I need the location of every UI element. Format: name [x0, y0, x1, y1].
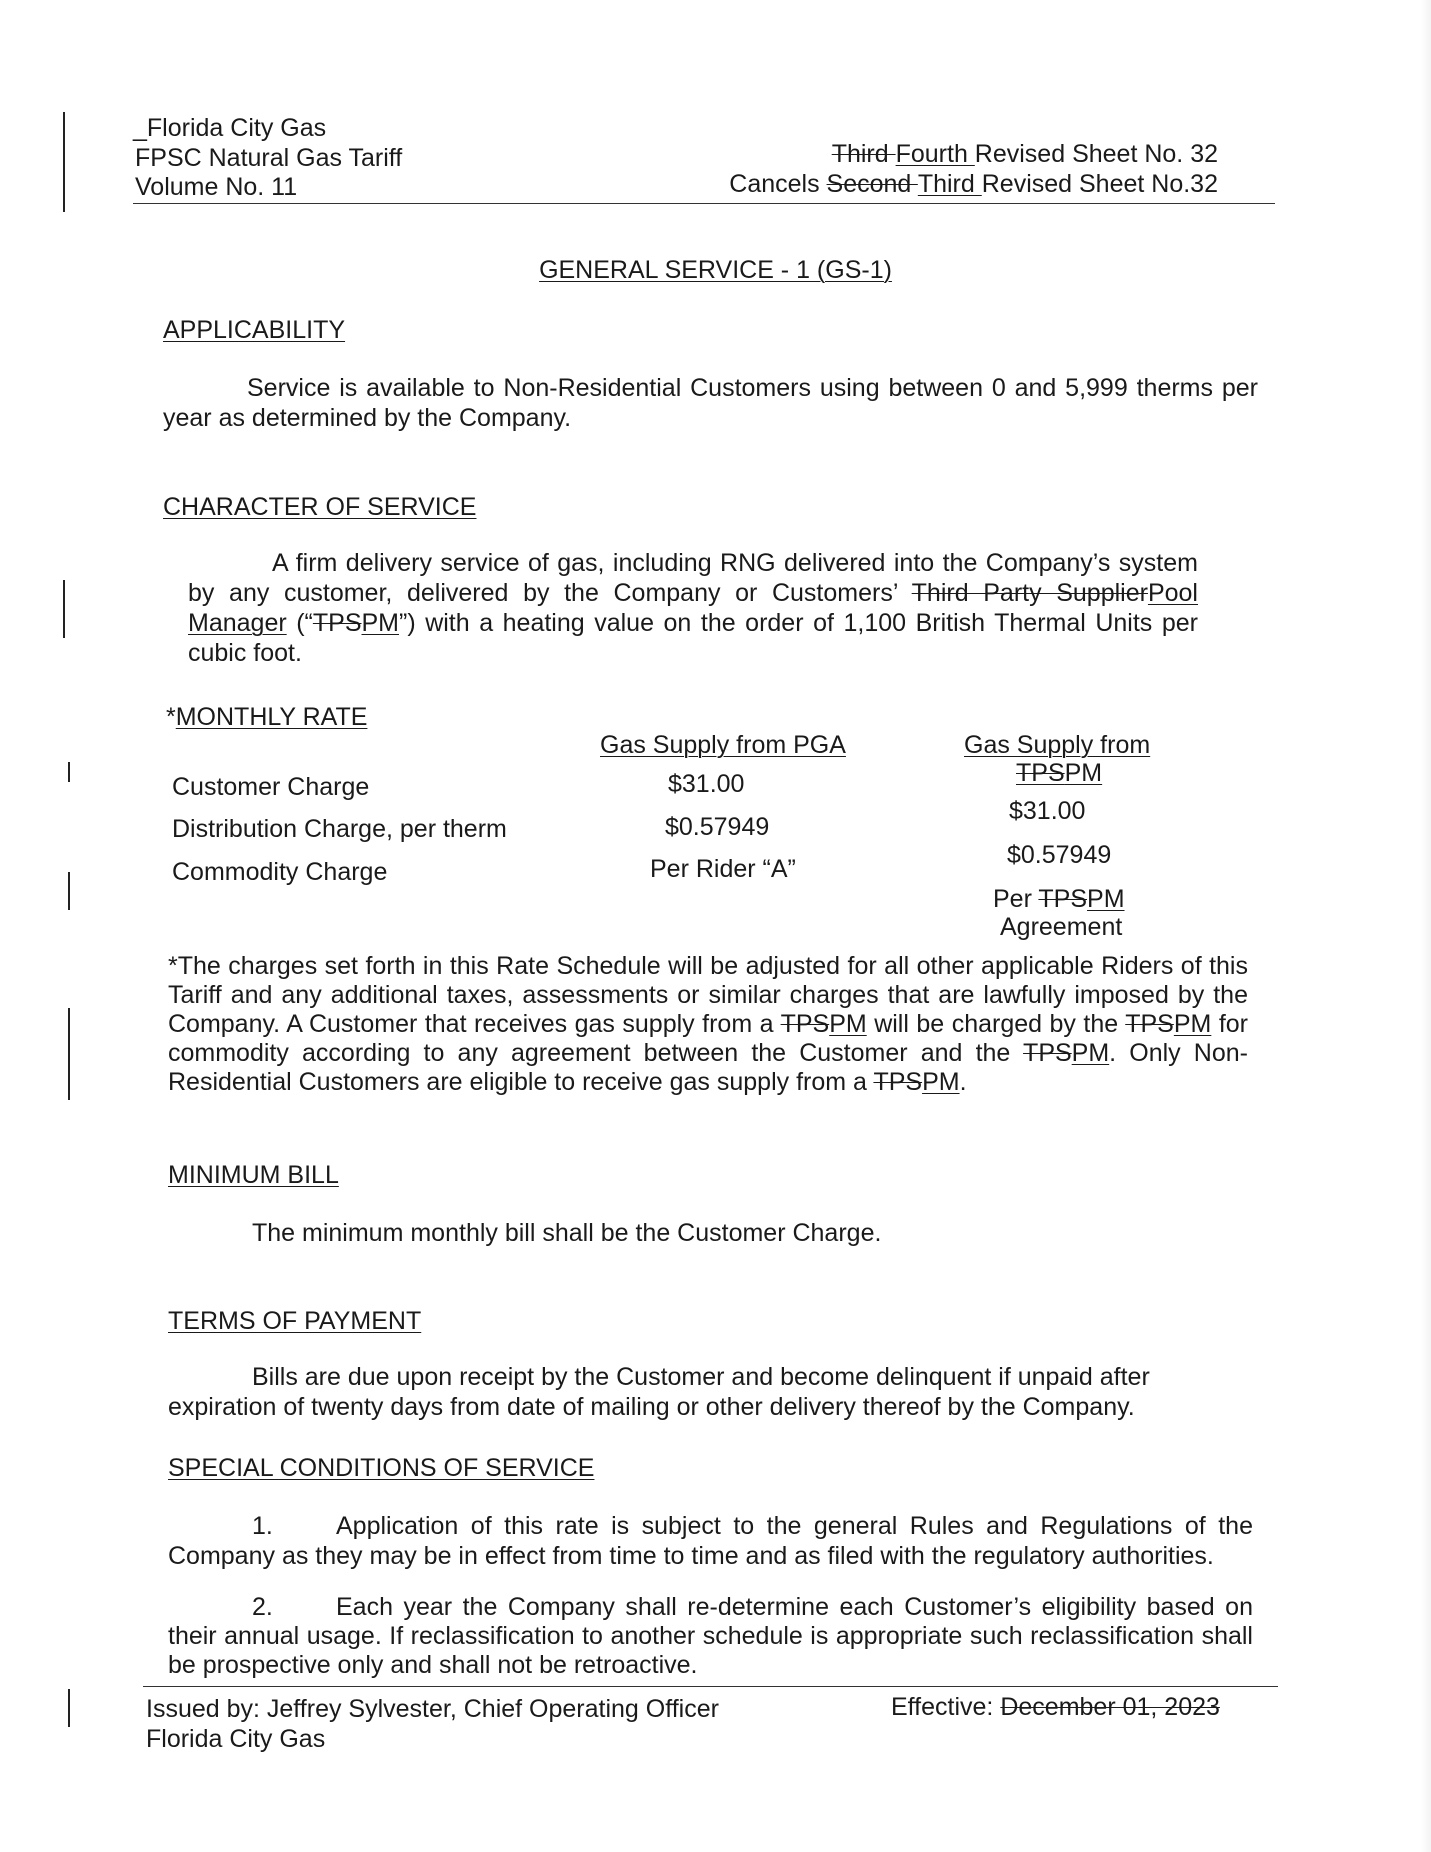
- rate-footnote: *The charges set forth in this Rate Schedule will be adjusted for all other applicable Riders of this Tariff and any additional taxes, assessments or similar charges that are lawfully imposed by the Company. A Customer that receives gas supply from a TPSPM will be charged by the TPSPM for commodity according to any agreement between the Customer and the TPSPM. Only Non-Residential Customers are eligible to receive gas supply from a TPSPM.: [168, 952, 1249, 1096]
- rate-row-label: Commodity Charge: [172, 858, 388, 886]
- header-revised-sheet: Third Fourth Revised Sheet No. 32: [831, 140, 1218, 168]
- inserted-text: PM: [361, 609, 399, 637]
- footer-rule: [143, 1686, 1278, 1687]
- minimum-bill-text: The minimum monthly bill shall be the Customer Charge.: [252, 1219, 882, 1247]
- column-header-pga: Gas Supply from PGA: [600, 731, 846, 759]
- deleted-text: Third: [831, 140, 896, 168]
- monthly-rate-heading: *MONTHLY RATE: [166, 703, 368, 731]
- character-text: A firm delivery service of gas, including RNG delivered into the Company’s system by any customer, delivered by the Company or Customers’ Third Party SupplierPool Manager (“TPSPM”) with a heating value on the order of 1,100 British Thermal Units per cubic foot.: [188, 549, 1198, 667]
- header-company: _Florida City Gas: [133, 114, 327, 142]
- terms-heading: TERMS OF PAYMENT: [168, 1307, 422, 1335]
- rate-pga-value: $31.00: [668, 770, 745, 798]
- inserted-text: Fourth: [895, 140, 975, 168]
- inserted-text: Third: [917, 170, 982, 198]
- header-tariff: FPSC Natural Gas Tariff: [135, 144, 403, 172]
- rate-row-label: Customer Charge: [172, 773, 370, 801]
- applicability-text: Service is available to Non-Residential Customers using between 0 and 5,999 therms per year as determined by the Company.: [163, 374, 1258, 432]
- header-rule: [133, 203, 1275, 204]
- deleted-text: December 01, 2023: [1000, 1693, 1220, 1721]
- footer-issued-by: Issued by: Jeffrey Sylvester, Chief Operating Officer: [146, 1695, 719, 1723]
- rate-row-label: Distribution Charge, per therm: [172, 815, 507, 843]
- revision-bar: [63, 112, 65, 212]
- revision-bar: [68, 1689, 70, 1727]
- deleted-text: TPS: [1038, 885, 1088, 913]
- inserted-text: Pool Manager: [188, 579, 1198, 637]
- terms-text: Bills are due upon receipt by the Customer and become delinquent if unpaid after expiration of twenty days from date of mailing or other delivery thereof by the Company.: [168, 1363, 1150, 1421]
- footer-effective: Effective: December 01, 2023: [891, 1693, 1220, 1721]
- column-header-tp: Gas Supply from: [964, 731, 1151, 759]
- deleted-text: TPS: [312, 609, 362, 637]
- footer-company: Florida City Gas: [146, 1725, 326, 1753]
- minimum-bill-heading: MINIMUM BILL: [168, 1161, 339, 1189]
- deleted-text: TPS: [1016, 759, 1065, 787]
- rate-pga-value: Per Rider “A”: [650, 855, 796, 883]
- rate-tp-value: Per TPSPM: [993, 885, 1125, 913]
- revision-bar: [68, 762, 70, 782]
- applicability-heading: APPLICABILITY: [163, 316, 346, 344]
- column-header-tp-line2: TPSPM: [1016, 759, 1103, 787]
- header-volume: Volume No. 11: [135, 173, 298, 201]
- schedule-title: GENERAL SERVICE - 1 (GS-1): [539, 256, 892, 284]
- special-condition-2: 2. Each year the Company shall re-determine each Customer’s eligibility based on their annual usage. If reclassification to another schedule is appropriate such reclassification shall be prospective only and shall not be retroactive.: [168, 1593, 1253, 1679]
- special-condition-1: 1. Application of this rate is subject to the general Rules and Regulations of the Company as they may be in effect from time to time and as filed with the regulatory authorities.: [168, 1512, 1253, 1570]
- special-conditions-heading: SPECIAL CONDITIONS OF SERVICE: [168, 1454, 595, 1482]
- revision-bar: [68, 872, 70, 910]
- inserted-text: PM: [1087, 885, 1125, 913]
- rate-tp-value: $0.57949: [1007, 841, 1112, 869]
- revision-bar: [68, 1008, 70, 1100]
- header-cancels-sheet: Cancels Second Third Revised Sheet No.32: [729, 170, 1218, 198]
- deleted-text: Third Party Supplier: [911, 579, 1148, 607]
- rate-pga-value: $0.57949: [665, 813, 770, 841]
- rate-tp-value: $31.00: [1009, 797, 1086, 825]
- character-heading: CHARACTER OF SERVICE: [163, 493, 477, 521]
- rate-tp-value-line2: Agreement: [1000, 913, 1123, 941]
- revision-bar: [63, 580, 65, 638]
- deleted-text: Second: [826, 170, 918, 198]
